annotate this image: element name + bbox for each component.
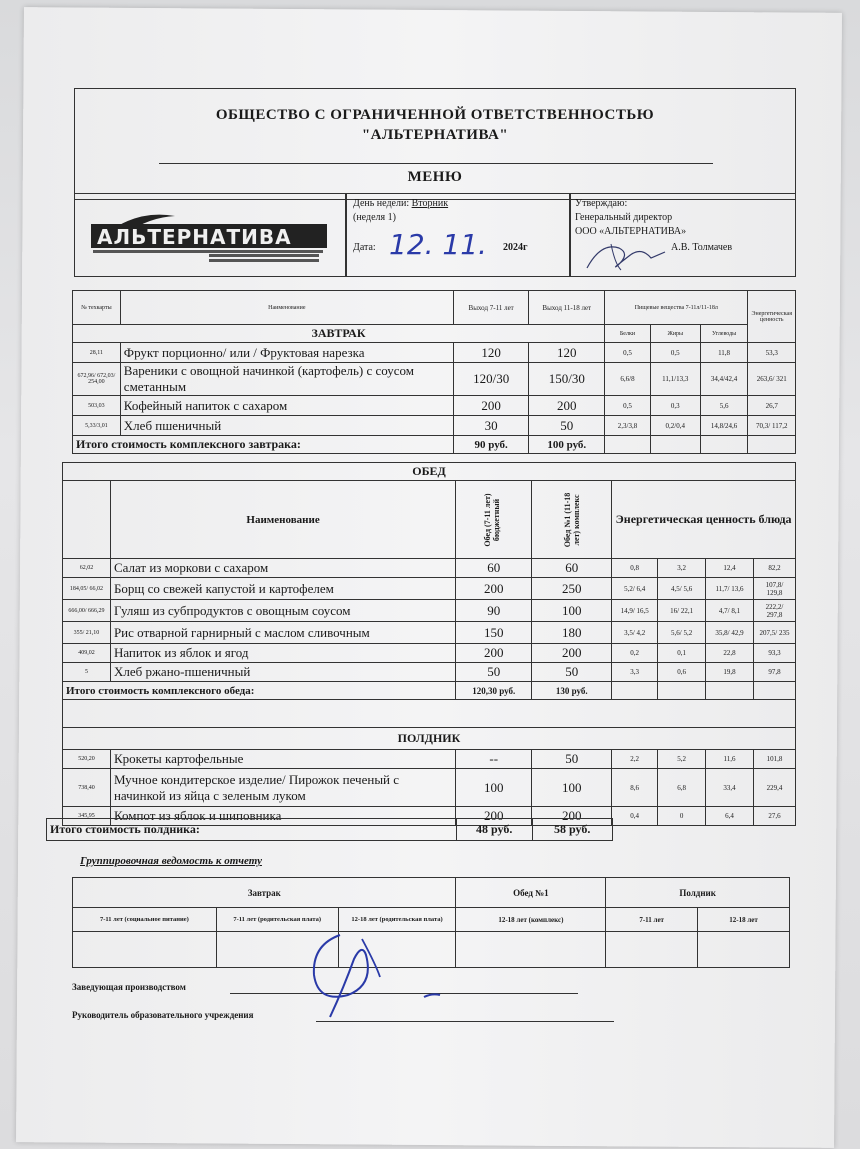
carbs-value: 12,4: [706, 559, 754, 578]
week-label: (неделя 1): [353, 212, 396, 223]
approve-label: Утверждаю:: [575, 198, 628, 209]
protein-value: 3,3: [612, 663, 658, 682]
company-logo: [89, 206, 329, 264]
techcard-number: 409,02: [63, 644, 111, 663]
carbs-value: 11,8: [700, 343, 748, 363]
handwritten-date: 12. 11.: [389, 228, 487, 261]
protein-value: 8,6: [612, 769, 658, 807]
energy-value: 101,8: [753, 750, 795, 769]
portion-11-18: 200: [529, 396, 605, 416]
energy-value: 70,3/ 117,2: [748, 416, 796, 436]
sub-carbs: Углеводы: [700, 325, 748, 343]
breakfast-row: [73, 396, 796, 416]
director-signature: [581, 234, 671, 274]
techcard-number: 666,00/ 666,29: [63, 600, 111, 622]
protein-value: 0,5: [605, 396, 651, 416]
header-divider: [159, 163, 713, 164]
dish-name: Фрукт порционно/ или / Фруктовая нарезка: [120, 343, 453, 363]
portion-a: 50: [456, 663, 532, 682]
breakfast-total-1: 90 руб.: [453, 436, 529, 454]
fat-value: 6,8: [658, 769, 706, 807]
fat-value: 16/ 22,1: [658, 600, 706, 622]
approve-org: ООО «АЛЬТЕРНАТИВА»: [575, 226, 687, 237]
snack-section-title: ПОЛДНИК: [63, 728, 796, 750]
portion-a: 150: [456, 622, 532, 644]
portion-11-18: 50: [529, 416, 605, 436]
breakfast-total-2: 100 руб.: [529, 436, 605, 454]
portion-a: 60: [456, 559, 532, 578]
dish-name: Хлеб пшеничный: [120, 416, 453, 436]
protein-value: 0,2: [612, 644, 658, 663]
lunch-total-2: 130 руб.: [532, 682, 612, 700]
breakfast-table: [72, 290, 796, 454]
carbs-value: 22,8: [706, 644, 754, 663]
dish-name: Салат из моркови с сахаром: [110, 559, 455, 578]
fat-value: 5,2: [658, 750, 706, 769]
header-box: [74, 88, 796, 200]
lunch-col-energy: Энергетическая ценность блюда: [612, 481, 796, 559]
dish-name: Борщ со свежей капустой и картофелем: [110, 578, 455, 600]
fat-value: 11,1/13,3: [650, 363, 700, 396]
portion-7-11: 120/30: [453, 363, 529, 396]
school-head-label: Руководитель образовательного учреждения: [72, 1010, 254, 1020]
grouping-snack: Полдник: [606, 878, 790, 908]
portion-b: 100: [532, 600, 612, 622]
dish-name: Компот из яблок и шиповника: [110, 807, 455, 826]
techcard-number: 672,96/ 672,03/ 254,00: [73, 363, 121, 396]
carbs-value: 11,6: [706, 750, 754, 769]
dish-name: Крокеты картофельные: [110, 750, 455, 769]
portion-a: 200: [456, 807, 532, 826]
portion-a: 200: [456, 644, 532, 663]
date-area: [346, 193, 570, 277]
techcard-number: 503,03: [73, 396, 121, 416]
dish-name: Хлеб ржано-пшеничный: [110, 663, 455, 682]
grouping-s2: 12-18 лет: [698, 908, 790, 932]
grouping-cell: [456, 932, 606, 968]
fat-value: 0,1: [658, 644, 706, 663]
lunch-total-1: 120,30 руб.: [456, 682, 532, 700]
techcard-number: 345,95: [63, 807, 111, 826]
grouping-b2: 7-11 лет (родительская плата): [216, 908, 338, 932]
energy-value: 93,3: [753, 644, 795, 663]
energy-value: 27,6: [753, 807, 795, 826]
logo-text: АЛЬТЕРНАТИВА: [97, 225, 292, 249]
grouping-s1: 7-11 лет: [606, 908, 698, 932]
lunch-row: [63, 622, 796, 644]
carbs-value: 4,7/ 8,1: [706, 600, 754, 622]
fat-value: 5,6/ 5,2: [658, 622, 706, 644]
carbs-value: 34,4/42,4: [700, 363, 748, 396]
breakfast-row: [73, 363, 796, 396]
sub-fat: Жиры: [650, 325, 700, 343]
fat-value: 0,2/0,4: [650, 416, 700, 436]
portion-a: 90: [456, 600, 532, 622]
snack-total-1: 48 руб.: [456, 819, 532, 841]
grouping-breakfast: Завтрак: [73, 878, 456, 908]
protein-value: 0,8: [612, 559, 658, 578]
fat-value: 4,5/ 5,6: [658, 578, 706, 600]
dish-name: Рис отварной гарнирный с маслом сливочным: [110, 622, 455, 644]
energy-value: 26,7: [748, 396, 796, 416]
portion-b: 50: [532, 750, 612, 769]
carbs-value: 6,4: [706, 807, 754, 826]
energy-value: 207,5/ 235: [753, 622, 795, 644]
protein-value: 5,2/ 6,4: [612, 578, 658, 600]
protein-value: 2,3/3,8: [605, 416, 651, 436]
grouping-lunch: Обед №1: [456, 878, 606, 908]
fat-value: 0,3: [650, 396, 700, 416]
techcard-number: 5: [63, 663, 111, 682]
lunch-row: [63, 559, 796, 578]
snack-total-2: 58 руб.: [532, 819, 612, 841]
lunch-col-a: Обед (7-11 лет) бюджетный: [456, 481, 532, 559]
portion-a: 200: [456, 578, 532, 600]
approve-name: А.В. Толмачев: [671, 242, 733, 253]
weekday-label: День недели:: [353, 198, 410, 209]
approve-position: Генеральный директор: [575, 212, 673, 223]
protein-value: 14,9/ 16,5: [612, 600, 658, 622]
techcard-number: 184,05/ 66,02: [63, 578, 111, 600]
dish-name: Мучное кондитерское изделие/ Пирожок печеный с начинкой из яйца с зеленым луком: [110, 769, 455, 807]
grouping-b1: 7-11 лет (социальное питание): [73, 908, 217, 932]
breakfast-total-label: Итого стоимость комплексного завтрака:: [73, 436, 454, 454]
energy-value: 97,8: [753, 663, 795, 682]
energy-value: 263,6/ 321: [748, 363, 796, 396]
col-name-header: Наименование: [120, 291, 453, 325]
carbs-value: 14,8/24,6: [700, 416, 748, 436]
col-out1-header: Выход 7-11 лет: [453, 291, 529, 325]
carbs-value: 11,7/ 13,6: [706, 578, 754, 600]
energy-value: 53,3: [748, 343, 796, 363]
lunch-row: [63, 644, 796, 663]
org-name-line1: ОБЩЕСТВО С ОГРАНИЧЕННОЙ ОТВЕТСТВЕННОСТЬЮ: [215, 107, 655, 123]
protein-value: 0,4: [612, 807, 658, 826]
fat-value: 3,2: [658, 559, 706, 578]
fat-value: 0,5: [650, 343, 700, 363]
lunch-row: [63, 663, 796, 682]
portion-7-11: 120: [453, 343, 529, 363]
lunch-col-name: Наименование: [110, 481, 455, 559]
portion-b: 200: [532, 644, 612, 663]
carbs-value: 35,8/ 42,9: [706, 622, 754, 644]
portion-b: 250: [532, 578, 612, 600]
snack-total-label: Итого стоимость полдника:: [47, 819, 457, 841]
lunch-row: [63, 600, 796, 622]
techcard-number: 28,11: [73, 343, 121, 363]
energy-value: 107,8/ 129,8: [753, 578, 795, 600]
dish-name: Гуляш из субпродуктов с овощным соусом: [110, 600, 455, 622]
portion-b: 200: [532, 807, 612, 826]
fat-value: 0: [658, 807, 706, 826]
handwritten-signature: [300, 925, 450, 1025]
dish-name: Кофейный напиток с сахаром: [120, 396, 453, 416]
lunch-col-b: Обед №1 (11-18 лет) комплекс: [532, 481, 612, 559]
protein-value: 3,5/ 4,2: [612, 622, 658, 644]
carbs-value: 5,6: [700, 396, 748, 416]
logo-area: [74, 193, 346, 277]
techcard-number: 738,40: [63, 769, 111, 807]
lunch-row: [63, 578, 796, 600]
breakfast-section-title: ЗАВТРАК: [73, 325, 605, 343]
portion-a: --: [456, 750, 532, 769]
col-num-header: № техкарты: [73, 291, 121, 325]
weekday-value: Вторник: [411, 198, 449, 209]
grouping-cell: [73, 932, 217, 968]
snack-total-table: [46, 818, 796, 841]
col-out2-header: Выход 11-18 лет: [529, 291, 605, 325]
carbs-value: 33,4: [706, 769, 754, 807]
portion-7-11: 30: [453, 416, 529, 436]
date-label: Дата:: [353, 242, 376, 253]
dish-name: Напиток из яблок и ягод: [110, 644, 455, 663]
portion-a: 100: [456, 769, 532, 807]
grouping-title: Группировочная ведомость к отчету: [80, 855, 262, 867]
portion-b: 100: [532, 769, 612, 807]
col-nutrients-header: Пищевые вещества 7-11л/11-18л: [605, 291, 748, 325]
lunch-total-label: Итого стоимость комплексного обеда:: [63, 682, 456, 700]
techcard-number: 520,20: [63, 750, 111, 769]
menu-title: МЕНЮ: [407, 169, 463, 185]
snack-row: [63, 769, 796, 807]
grouping-cell: [698, 932, 790, 968]
techcard-number: 62,02: [63, 559, 111, 578]
dish-name: Вареники с овощной начинкой (картофель) с соусом сметанным: [120, 363, 453, 396]
production-head-label: Заведующая производством: [72, 982, 186, 992]
protein-value: 2,2: [612, 750, 658, 769]
carbs-value: 19,8: [706, 663, 754, 682]
energy-value: 82,2: [753, 559, 795, 578]
fat-value: 0,6: [658, 663, 706, 682]
techcard-number: 5,33/3,01: [73, 416, 121, 436]
portion-b: 50: [532, 663, 612, 682]
approve-area: [570, 193, 796, 277]
col-energy-header: Энергетическая ценность: [748, 291, 796, 343]
portion-7-11: 200: [453, 396, 529, 416]
grouping-cell: [606, 932, 698, 968]
year: 2024г: [503, 242, 528, 253]
org-name-line2: "АЛЬТЕРНАТИВА": [361, 127, 509, 143]
energy-value: 222,2/ 297,8: [753, 600, 795, 622]
protein-value: 6,6/8: [605, 363, 651, 396]
grouping-l1: 12-18 лет (комплекс): [456, 908, 606, 932]
breakfast-row: [73, 416, 796, 436]
grouping-b3: 12-18 лет (родительская плата): [338, 908, 456, 932]
techcard-number: 355/ 21,10: [63, 622, 111, 644]
portion-b: 60: [532, 559, 612, 578]
portion-b: 180: [532, 622, 612, 644]
lunch-table: [62, 462, 796, 826]
portion-11-18: 120: [529, 343, 605, 363]
portion-11-18: 150/30: [529, 363, 605, 396]
snack-row: [63, 750, 796, 769]
energy-value: 229,4: [753, 769, 795, 807]
protein-value: 0,5: [605, 343, 651, 363]
lunch-section-title: ОБЕД: [63, 463, 796, 481]
breakfast-row: [73, 343, 796, 363]
sub-protein: Белки: [605, 325, 651, 343]
